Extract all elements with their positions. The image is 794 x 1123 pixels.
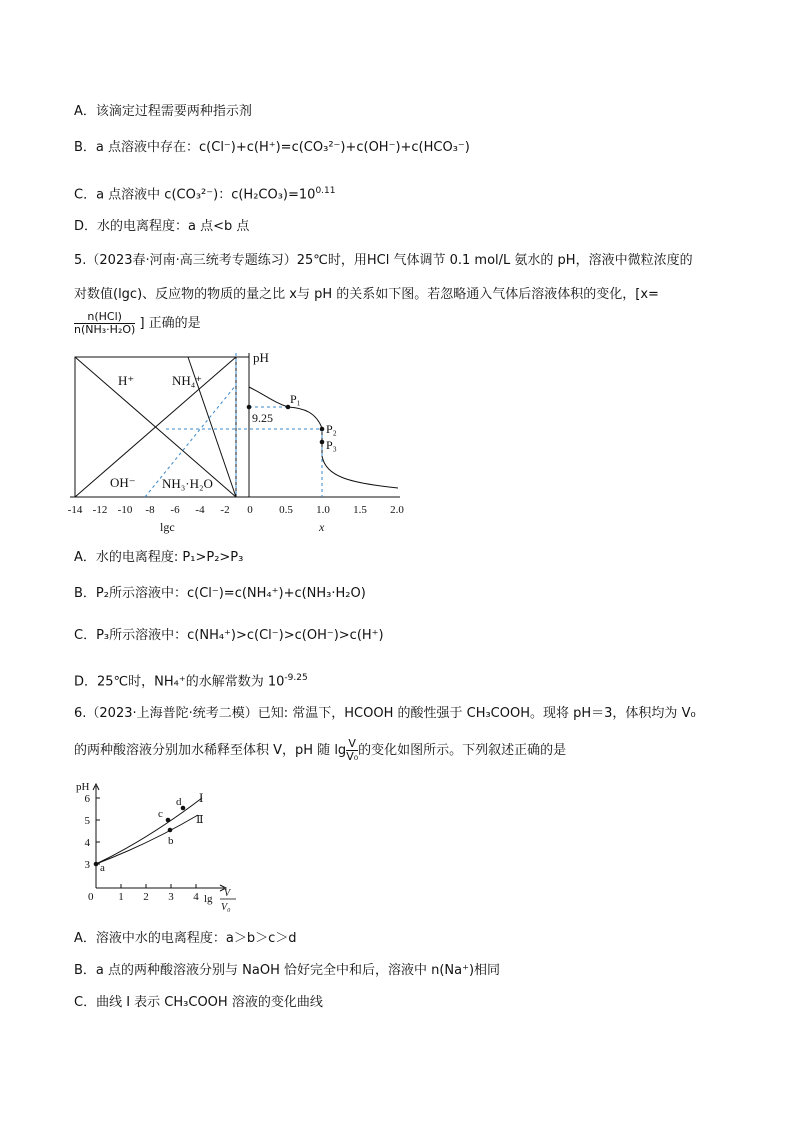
q6-y-tick-0: 3 (84, 859, 90, 871)
q6-stem-fraction (346, 738, 358, 763)
q6-xfrac-num: V (224, 888, 231, 899)
q6-x-tick-3: 4 (193, 891, 199, 903)
q4-option-d: D．水的电离程度：a 点<b 点 (74, 219, 250, 234)
q5-label-nh3: NH₃·H₂O (162, 476, 213, 491)
q4-option-c (74, 182, 335, 204)
q6-stem-line2 (74, 738, 566, 763)
q6-y-tick-1: 4 (84, 837, 90, 849)
q6-label-b: b (168, 835, 174, 847)
q5-stem-line1: 5.（2023春·河南·高三统考专题练习）25℃时，用HCl 气体调节 0.1 mol/L 氨水的 pH，溶液中微粒浓度的 (74, 253, 693, 268)
q5-option-d-text: D．25℃时，NH₄⁺的水解常数为 10 (74, 674, 285, 690)
q5-point-p2 (320, 427, 325, 432)
q4-option-c-exponent: 0.11 (315, 186, 336, 196)
q5-left-tick-3: -8 (145, 504, 155, 516)
q5-option-b: B．P₂所示溶液中：c(Cl⁻)=c(NH₄⁺)+c(NH₃·H₂O) (74, 586, 366, 601)
q5-option-a: A．水的电离程度: P₁>P₂>P₃ (74, 550, 244, 565)
q5-stem-line3 (74, 311, 201, 336)
q6-x-tick-1: 2 (143, 891, 149, 903)
q5-option-d-exponent: -9.25 (284, 673, 308, 683)
q5-label-p3: P₃ (326, 438, 337, 452)
q5-x-fraction (74, 311, 135, 336)
q6-x-tick-2: 3 (168, 891, 174, 903)
q5-option-d (74, 669, 308, 691)
q6-y-tick-2: 5 (84, 815, 90, 827)
q5-label-p2: P₂ (326, 422, 337, 436)
q6-stem-line1: 6.（2023·上海普陀·统考二模）已知: 常温下，HCOOH 的酸性强于 CH₃COOH。现将 pH＝3，体积均为 V₀ (74, 706, 696, 721)
q6-point-c (166, 818, 171, 823)
q6-stem-frac-den: V₀ (346, 750, 359, 763)
q5-titration-curve (249, 387, 398, 488)
q5-left-tick-7: 0 (247, 504, 253, 516)
q6-curve-1 (96, 798, 202, 864)
q5-left-tick-0: -14 (67, 504, 83, 516)
q5-label-p1: P₁ (290, 392, 301, 406)
q4-option-b: B．a 点溶液中存在：c(Cl⁻)+c(H⁺)=c(CO₃²⁻)+c(OH⁻)+c(HCO₃⁻) (74, 140, 470, 155)
q6-chart (72, 778, 242, 923)
q5-frac-num: n(HCl) (87, 310, 122, 323)
q6-xfrac-den: V₀ (221, 902, 231, 913)
q5-frac-den: n(NH₃·H₂O) (74, 323, 136, 336)
q5-right-tick-0: 0.5 (279, 504, 293, 516)
q6-ylabel: pH (76, 781, 90, 793)
q6-option-a: A．溶液中水的电离程度：a＞b＞c＞d (74, 931, 297, 946)
q5-point-p3 (320, 440, 325, 445)
q5-right-tick-1: 1.0 (316, 504, 330, 516)
q6-origin: 0 (88, 891, 94, 903)
q5-stem-line2: 对数值(lgc)、反应物的物质的量之比 x与 pH 的关系如下图。若忽略通入气体后溶液体积的变化，[x= (74, 287, 659, 302)
q6-option-c: C．曲线 I 表示 CH₃COOH 溶液的变化曲线 (74, 995, 323, 1010)
q5-left-tick-1: -12 (92, 504, 108, 516)
q6-stem-line2-post: 的变化如图所示。下列叙述正确的是 (358, 743, 567, 758)
q6-label-c: c (158, 808, 163, 820)
q6-label-d: d (176, 796, 182, 808)
q6-label-curve1: I (199, 790, 204, 805)
q5-xlabel-lgc: lgc (160, 520, 175, 534)
q4-option-a: A．该滴定过程需要两种指示剂 (74, 104, 252, 119)
q5-label-925: 9.25 (252, 411, 273, 425)
q6-stem-line2-pre: 的两种酸溶液分别加水稀释至体积 V，pH 随 lg (74, 743, 347, 758)
q6-y-tick-3: 6 (84, 793, 90, 805)
q5-right-tick-3: 2.0 (390, 504, 404, 516)
q5-option-c: C．P₃所示溶液中：c(NH₄⁺)>c(Cl⁻)>c(OH⁻)>c(H⁺) (74, 628, 384, 643)
q6-point-a (94, 862, 99, 867)
q5-left-tick-5: -4 (195, 504, 205, 516)
q6-label-a: a (100, 862, 105, 874)
q6-point-b (168, 828, 173, 833)
q6-stem-frac-num: V (348, 737, 356, 750)
q5-left-tick-6: -2 (220, 504, 230, 516)
q6-option-b: B．a 点的两种酸溶液分别与 NaOH 恰好完全中和后，溶液中 n(Na⁺)相同 (74, 963, 501, 978)
q6-x-tick-0: 1 (118, 891, 124, 903)
q5-label-nh4: NH₄⁺ (172, 373, 203, 388)
q5-left-tick-2: -10 (117, 504, 133, 516)
q4-option-c-text: C．a 点溶液中 c(CO₃²⁻)：c(H₂CO₃)=10 (74, 187, 316, 203)
q5-left-tick-4: -6 (170, 504, 180, 516)
q5-stem-end: ] 正确的是 (139, 316, 201, 331)
q5-label-oh: OH⁻ (110, 475, 136, 490)
q5-point-925 (247, 405, 252, 410)
q6-label-curve2: Ⅱ (196, 814, 204, 826)
q5-chart (60, 345, 420, 540)
q6-xlabel: lg (204, 893, 213, 905)
q5-xlabel-x: x (319, 520, 325, 534)
q5-label-h: H⁺ (118, 373, 135, 388)
q5-label-ph: pH (253, 350, 269, 365)
q5-right-tick-2: 1.5 (353, 504, 367, 516)
